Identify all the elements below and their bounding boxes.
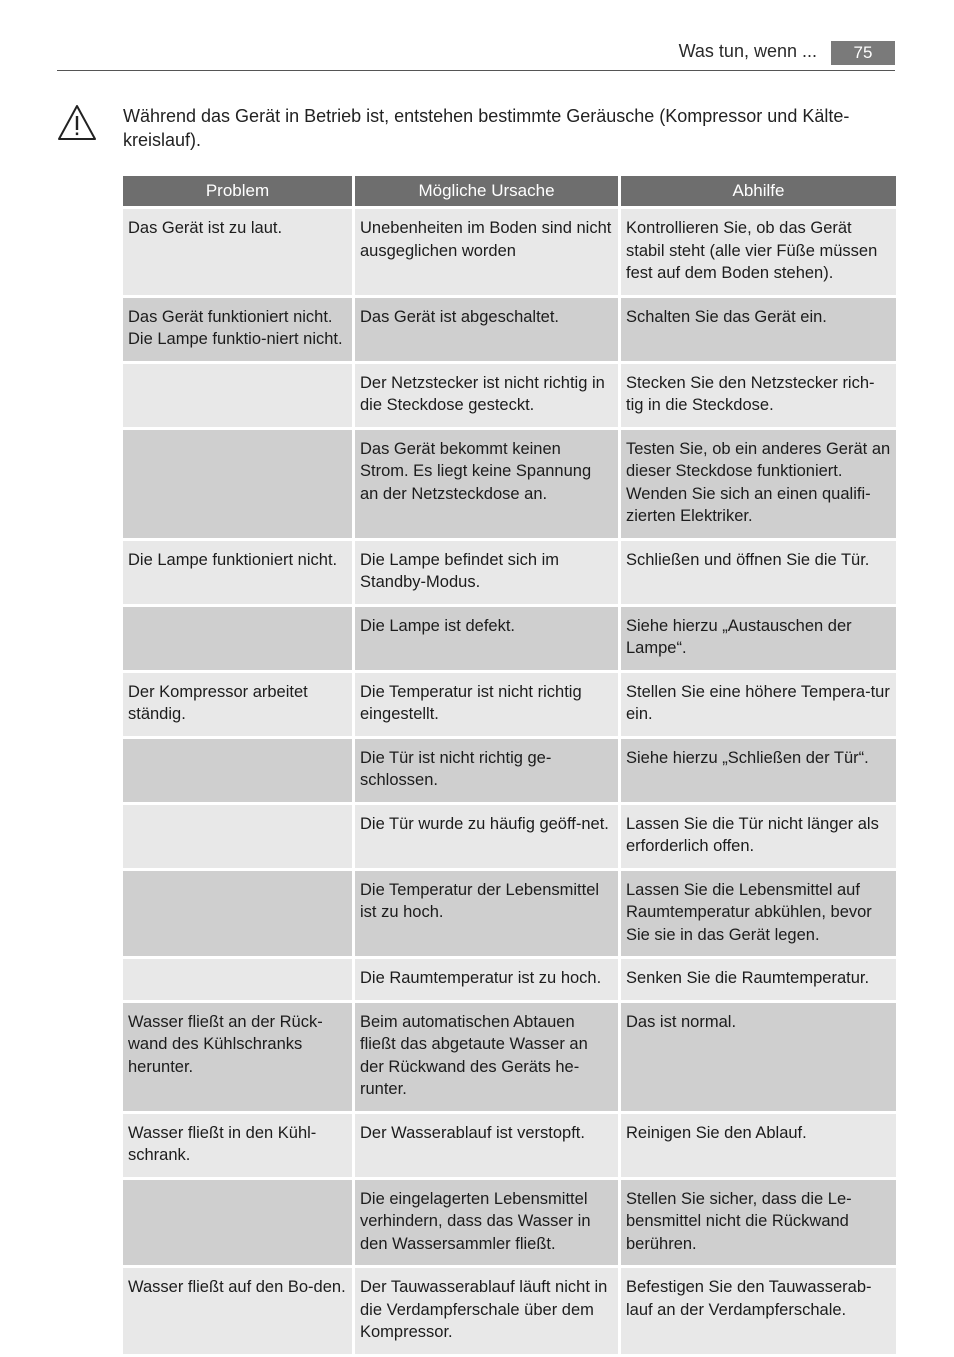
table-header-row (123, 176, 896, 206)
cause-cell: Die eingelagerten Lebensmittel verhindern, dass das Wasser in den Wassersammler fließt. (355, 1180, 618, 1266)
table-row (123, 673, 896, 736)
cause-cell: Das Gerät ist abgeschaltet. (355, 298, 618, 361)
column-header-cause: Mögliche Ursache (355, 176, 618, 206)
cause-cell: Das Gerät bekommt keinen Strom. Es liegt keine Spannung an der Netzsteckdose an. (355, 430, 618, 538)
problem-cell: Der Kompressor arbeitet ständig. (123, 673, 352, 736)
table-row (123, 1003, 896, 1111)
cause-cell: Unebenheiten im Boden sind nicht ausgeglichen worden (355, 209, 618, 295)
problem-cell (123, 607, 352, 670)
table-row (123, 298, 896, 361)
table-row (123, 209, 896, 295)
problem-cell (123, 1180, 352, 1266)
column-header-problem: Problem (123, 176, 352, 206)
problem-cell (123, 959, 352, 1000)
problem-cell (123, 430, 352, 538)
remedy-cell: Stellen Sie eine höhere Tempera-tur ein. (621, 673, 896, 736)
table-row (123, 1114, 896, 1177)
problem-cell: Wasser fließt auf den Bo-den. (123, 1268, 352, 1354)
table-row (123, 739, 896, 802)
problem-cell (123, 871, 352, 957)
problem-cell: Wasser fließt an der Rück-wand des Kühlschranks herunter. (123, 1003, 352, 1111)
problem-cell: Das Gerät ist zu laut. (123, 209, 352, 295)
cause-cell: Die Lampe ist defekt. (355, 607, 618, 670)
table-row (123, 364, 896, 427)
problem-cell (123, 364, 352, 427)
table-row (123, 541, 896, 604)
remedy-cell: Siehe hierzu „Schließen der Tür“. (621, 739, 896, 802)
problem-cell (123, 739, 352, 802)
cause-cell: Beim automatischen Abtauen fließt das abgetaute Wasser an der Rückwand des Geräts he-runter. (355, 1003, 618, 1111)
table-row (123, 871, 896, 957)
remedy-cell: Schalten Sie das Gerät ein. (621, 298, 896, 361)
column-header-remedy: Abhilfe (621, 176, 896, 206)
problem-cell: Das Gerät funktioniert nicht. Die Lampe funktio-niert nicht. (123, 298, 352, 361)
page-header (57, 38, 895, 71)
remedy-cell: Kontrollieren Sie, ob das Gerät stabil steht (alle vier Füße müssen fest auf dem Boden stehen). (621, 209, 896, 295)
remedy-cell: Befestigen Sie den Tauwasserab-lauf an der Verdampferschale. (621, 1268, 896, 1354)
cause-cell: Der Tauwasserablauf läuft nicht in die Verdampferschale über dem Kompressor. (355, 1268, 618, 1354)
remedy-cell: Siehe hierzu „Austauschen der Lampe“. (621, 607, 896, 670)
troubleshooting-table (120, 173, 899, 1357)
remedy-cell: Reinigen Sie den Ablauf. (621, 1114, 896, 1177)
cause-cell: Die Temperatur der Lebensmittel ist zu hoch. (355, 871, 618, 957)
remedy-cell: Stellen Sie sicher, dass die Le-bensmittel nicht die Rückwand berühren. (621, 1180, 896, 1266)
cause-cell: Die Tür wurde zu häufig geöff-net. (355, 805, 618, 868)
problem-cell: Die Lampe funktioniert nicht. (123, 541, 352, 604)
cause-cell: Die Temperatur ist nicht richtig eingestellt. (355, 673, 618, 736)
cause-cell: Die Raumtemperatur ist zu hoch. (355, 959, 618, 1000)
table-row (123, 805, 896, 868)
remedy-cell: Stecken Sie den Netzstecker rich-tig in die Steckdose. (621, 364, 896, 427)
table-row (123, 607, 896, 670)
remedy-cell: Schließen und öffnen Sie die Tür. (621, 541, 896, 604)
section-title: Was tun, wenn ... (678, 41, 817, 61)
warning-text: Während das Gerät in Betrieb ist, entstehen bestimmte Geräusche (Kompressor und Kälte-kreislauf). (123, 106, 850, 150)
table-row (123, 1180, 896, 1266)
cause-cell: Die Tür ist nicht richtig ge-schlossen. (355, 739, 618, 802)
remedy-cell: Das ist normal. (621, 1003, 896, 1111)
cause-cell: Der Netzstecker ist nicht richtig in die Steckdose gesteckt. (355, 364, 618, 427)
remedy-cell: Senken Sie die Raumtemperatur. (621, 959, 896, 1000)
remedy-cell: Lassen Sie die Lebensmittel auf Raumtemperatur abkühlen, bevor Sie sie in das Gerät legen. (621, 871, 896, 957)
warning-triangle-icon (57, 104, 97, 142)
problem-cell: Wasser fließt in den Kühl-schrank. (123, 1114, 352, 1177)
table-row (123, 430, 896, 538)
remedy-cell: Lassen Sie die Tür nicht länger als erforderlich offen. (621, 805, 896, 868)
table-row (123, 1268, 896, 1354)
cause-cell: Der Wasserablauf ist verstopft. (355, 1114, 618, 1177)
page-number: 75 (831, 41, 895, 65)
problem-cell (123, 805, 352, 868)
remedy-cell: Testen Sie, ob ein anderes Gerät an dieser Steckdose funktioniert. Wenden Sie sich an einen qualifi-zierten Elektriker. (621, 430, 896, 538)
table-row (123, 959, 896, 1000)
cause-cell: Die Lampe befindet sich im Standby-Modus. (355, 541, 618, 604)
